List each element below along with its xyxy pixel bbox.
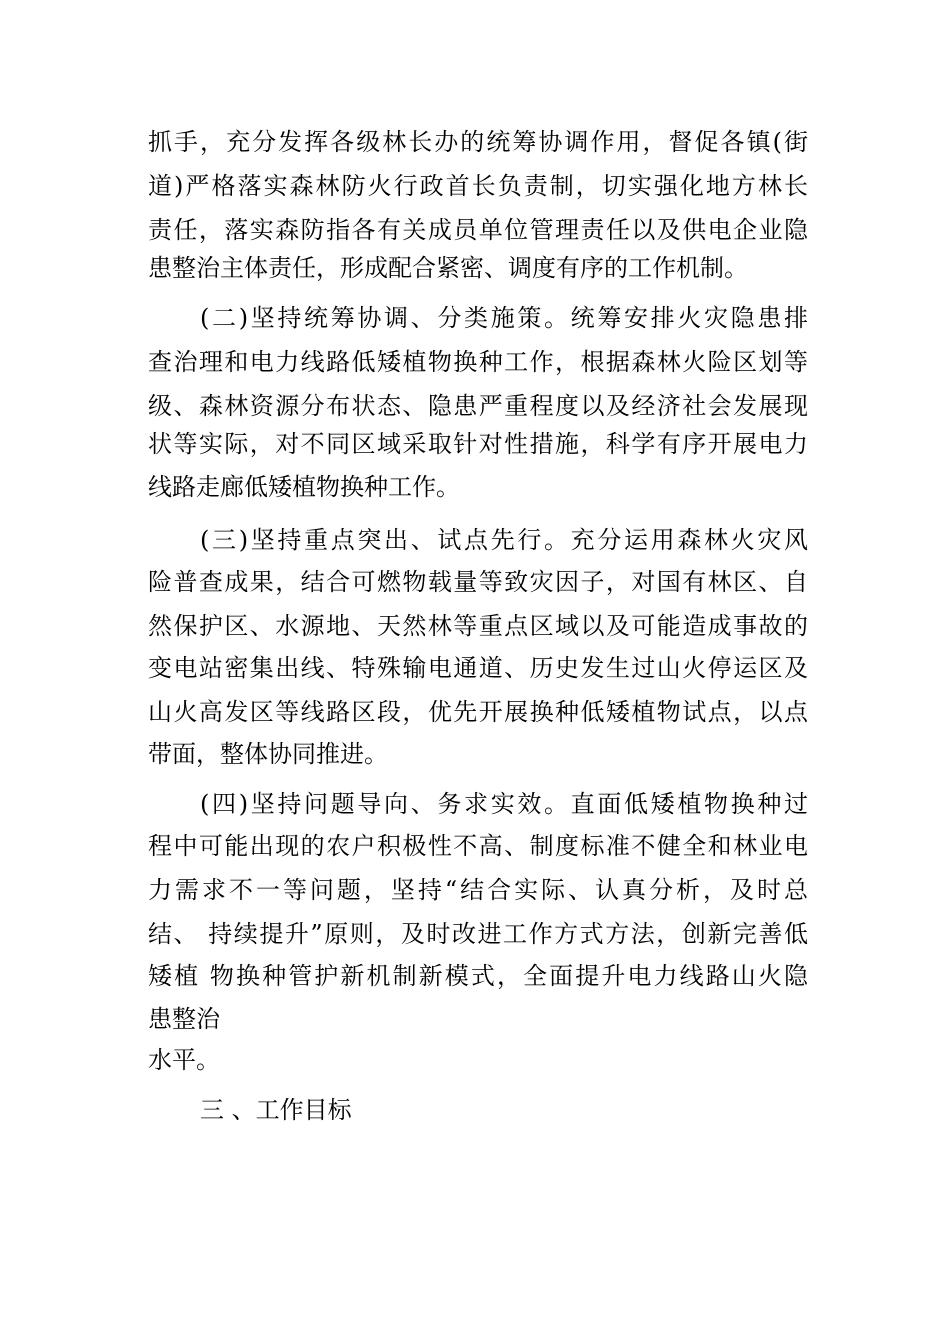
paragraph-first-line: (二)坚持统筹协调、分类施策。统筹安排火灾隐患排	[200, 304, 808, 332]
text-line: 变电站密集出线、特殊输电通道、历史发生过山火停运区及	[148, 654, 808, 682]
text-line: 山火高发区等线路区段，优先开展换种低矮植物试点，以点	[148, 698, 808, 726]
text-line: 险普查成果，结合可燃物载量等致灾因子，对国有林区、自	[148, 568, 808, 596]
text-line: 患整治	[148, 1005, 220, 1033]
text-line: 带面，整体协同推进。	[148, 740, 388, 768]
text-line: 患整治主体责任，形成配合紧密、调度有序的工作机制。	[148, 254, 748, 282]
text-line: 结、 持续提升”原则，及时改进工作方式方法，创新完善低	[148, 920, 808, 948]
text-line: 水平。	[148, 1046, 220, 1074]
text-line: 道)严格落实森林防火行政首长负责制，切实强化地方林长	[148, 172, 808, 200]
section-heading: 三 、工作目标	[200, 1096, 352, 1124]
text-line: 状等实际，对不同区域采取针对性措施，科学有序开展电力	[148, 430, 808, 458]
text-line: 线路走廊低矮植物换种工作。	[148, 473, 460, 501]
paragraph-first-line: (三)坚持重点突出、试点先行。充分运用森林火灾风	[200, 526, 808, 554]
text-line: 程中可能出现的农户积极性不高、制度标准不健全和林业电	[148, 832, 808, 860]
text-line: 然保护区、水源地、天然林等重点区域以及可能造成事故的	[148, 612, 808, 640]
text-line: 矮植 物换种管护新机制新模式，全面提升电力线路山火隐	[148, 962, 808, 990]
text-line: 力需求不一等问题，坚持“结合实际、认真分析，及时总	[148, 876, 808, 904]
text-line: 查治理和电力线路低矮植物换种工作，根据森林火险区划等	[148, 348, 808, 376]
text-line: 责任，落实森防指各有关成员单位管理责任以及供电企业隐	[148, 216, 808, 244]
text-line: 抓手，充分发挥各级林长办的统筹协调作用，督促各镇(街	[148, 128, 808, 156]
paragraph-first-line: (四)坚持问题导向、务求实效。直面低矮植物换种过	[200, 790, 808, 818]
text-line: 级、森林资源分布状态、隐患严重程度以及经济社会发展现	[148, 392, 808, 420]
